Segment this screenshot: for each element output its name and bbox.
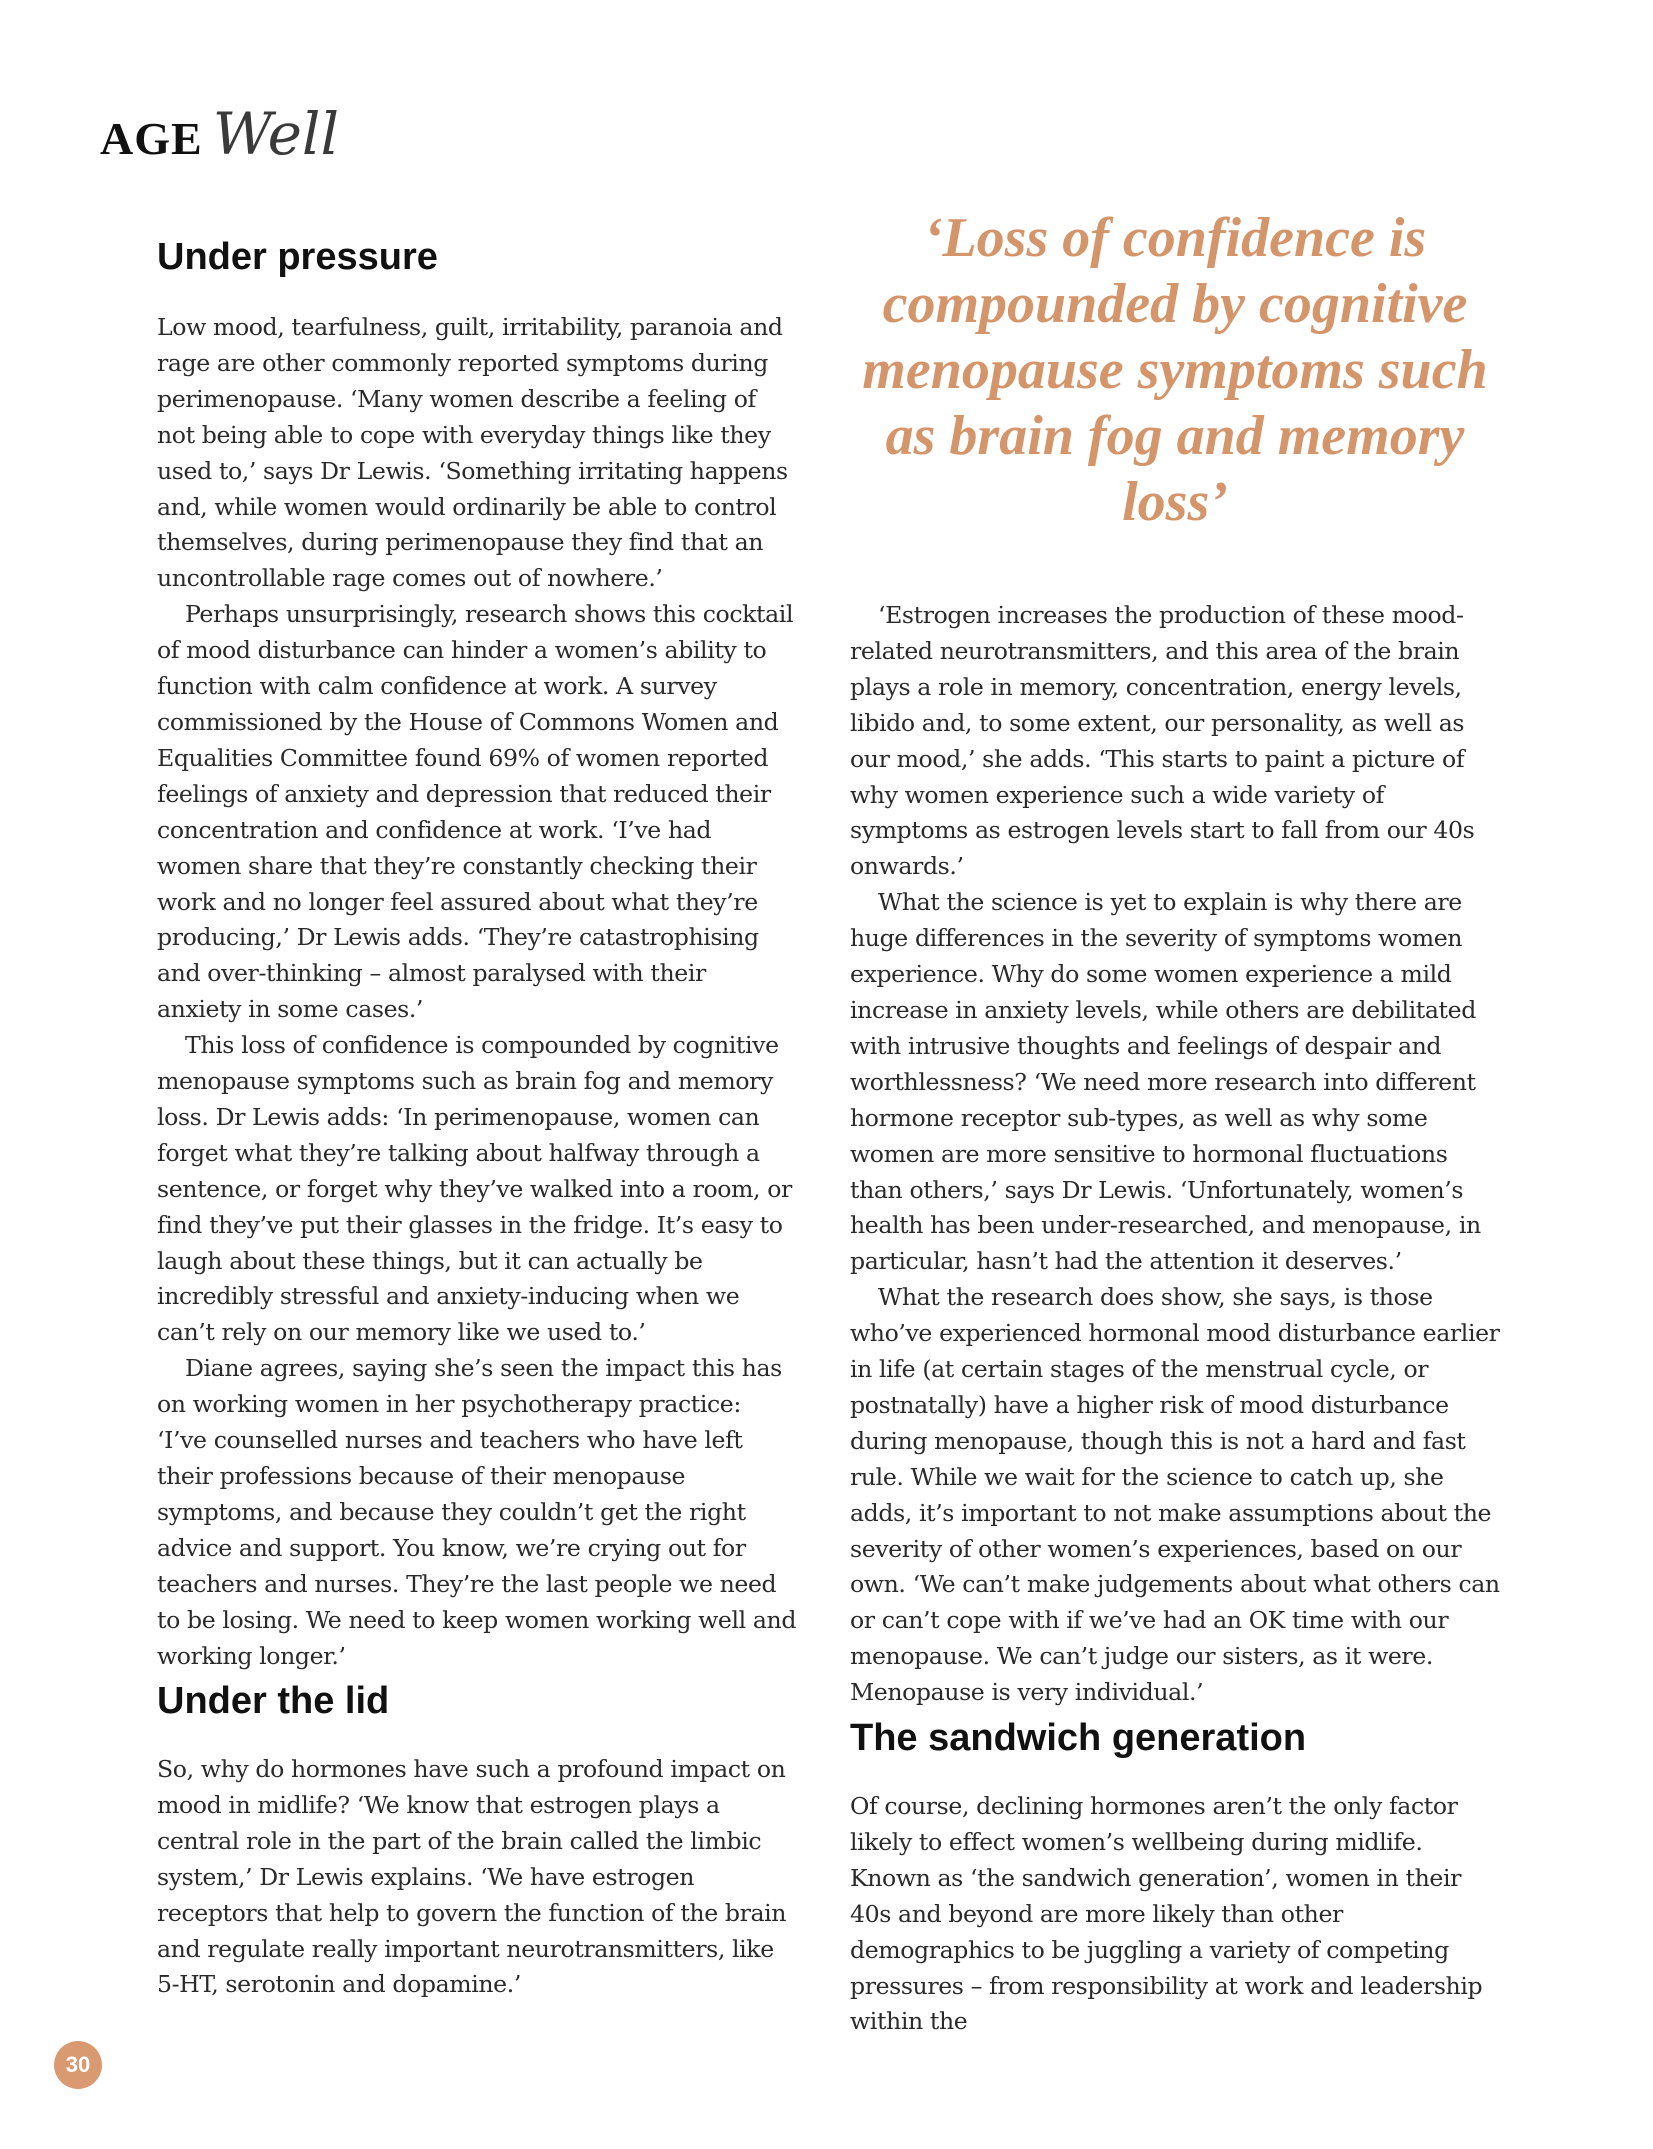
section-under-pressure-body (157, 310, 797, 1674)
paragraph: Perhaps unsurprisingly, research shows this cocktail of mood disturbance can hinder a women’s ability to function with calm confidence at work. A survey commissioned by the House of Commons Women and Equalities Committee found 69% of women reported feelings of anxiety and depression that reduced their concentration and confidence at work. ‘I’ve had women share that they’re constantly checking their work and no longer feel assured about what they’re producing,’ Dr Lewis adds. ‘They’re catastrophising and over-thinking – almost paralysed with their anxiety in some cases.’ (157, 600, 794, 1024)
paragraph: Diane agrees, saying she’s seen the impact this has on working women in her psychotherapy practice: ‘I’ve counselled nurses and teachers who have left their professions because of their menopause symptoms, and because they couldn’t get the right advice and support. You know, we’re crying out for teachers and nurses. They’re the last people we need to be losing. We need to keep women working well and working longer.’ (157, 1354, 797, 1670)
paragraph: What the science is yet to explain is why there are huge differences in the severity of symptoms women experience. Why do some women experience a mild increase in anxiety levels, while others are debilitated with intrusive thoughts and feelings of despair and worthlessness? ‘We need more research into different hormone receptor sub-types, as well as why some women are more sensitive to hormonal fluctuations than others,’ says Dr Lewis. ‘Unfortunately, women’s health has been under-researched, and menopause, in particular, hasn’t had the attention it deserves.’ (850, 888, 1481, 1276)
masthead-age: AGE (100, 113, 203, 164)
section-sandwich-generation-body (850, 1789, 1502, 2040)
paragraph: ‘Estrogen increases the production of these mood-related neurotransmitters, and this area of the brain plays a role in memory, concentration, energy levels, libido and, to some extent, our personality, as well as our mood,’ she adds. ‘This starts to paint a picture of why women experience such a wide variety of symptoms as estrogen levels start to fall from our 40s onwards.’ (850, 601, 1475, 881)
right-column-body (850, 598, 1502, 1711)
paragraph: What the research does show, she says, is those who’ve experienced hormonal mood disturbance earlier in life (at certain stages of the menstrual cycle, or postnatally) have a higher risk of mood disturbance during menopause, though this is not a hard and fast rule. While we wait for the science to catch up, she adds, it’s important to not make assumptions about the severity of other women’s experiences, based on our own. ‘We can’t make judgements about what others can or can’t cope with if we’ve had an OK time with our menopause. We can’t judge our sisters, as it were. Menopause is very individual.’ (850, 1283, 1500, 1707)
heading-under-pressure: Under pressure (157, 236, 438, 278)
paragraph: Low mood, tearfulness, guilt, irritability, paranoia and rage are other commonly reported symptoms during perimenopause. ‘Many women describe a feeling of not being able to cope with everyday things like they used to,’ says Dr Lewis. ‘Something irritating happens and, while women would ordinarily be able to control themselves, during perimenopause they find that an uncontrollable rage comes out of nowhere.’ (157, 313, 788, 593)
heading-sandwich-generation: The sandwich generation (850, 1717, 1307, 1759)
masthead (100, 100, 339, 168)
pull-quote: ‘Loss of confidence is compounded by cognitive menopause symptoms such as brain fog and memory loss’ (862, 207, 1488, 533)
masthead-well-logo: Well (212, 100, 339, 168)
section-under-the-lid-body (157, 1752, 797, 2003)
paragraph: Of course, declining hormones aren’t the only factor likely to effect women’s wellbeing during midlife. Known as ‘the sandwich generation’, women in their 40s and beyond are more likely than other demographics to be juggling a variety of competing pressures – from responsibility at work and leadership within the (850, 1792, 1483, 2036)
heading-under-the-lid: Under the lid (157, 1680, 390, 1722)
paragraph: This loss of confidence is compounded by cognitive menopause symptoms such as brain fog and memory loss. Dr Lewis adds: ‘In perimenopause, women can forget what they’re talking about halfway through a sentence, or forget why they’ve walked into a room, or find they’ve put their glasses in the fridge. It’s easy to laugh about these things, but it can actually be incredibly stressful and anxiety-inducing when we can’t rely on our memory like we used to.’ (157, 1031, 792, 1347)
page-number-badge: 30 (54, 2041, 102, 2089)
paragraph: So, why do hormones have such a profound impact on mood in midlife? ‘We know that estrogen plays a central role in the part of the brain called the limbic system,’ Dr Lewis explains. ‘We have estrogen receptors that help to govern the function of the brain and regulate really important neurotransmitters, like 5-HT, serotonin and dopamine.’ (157, 1755, 787, 1999)
